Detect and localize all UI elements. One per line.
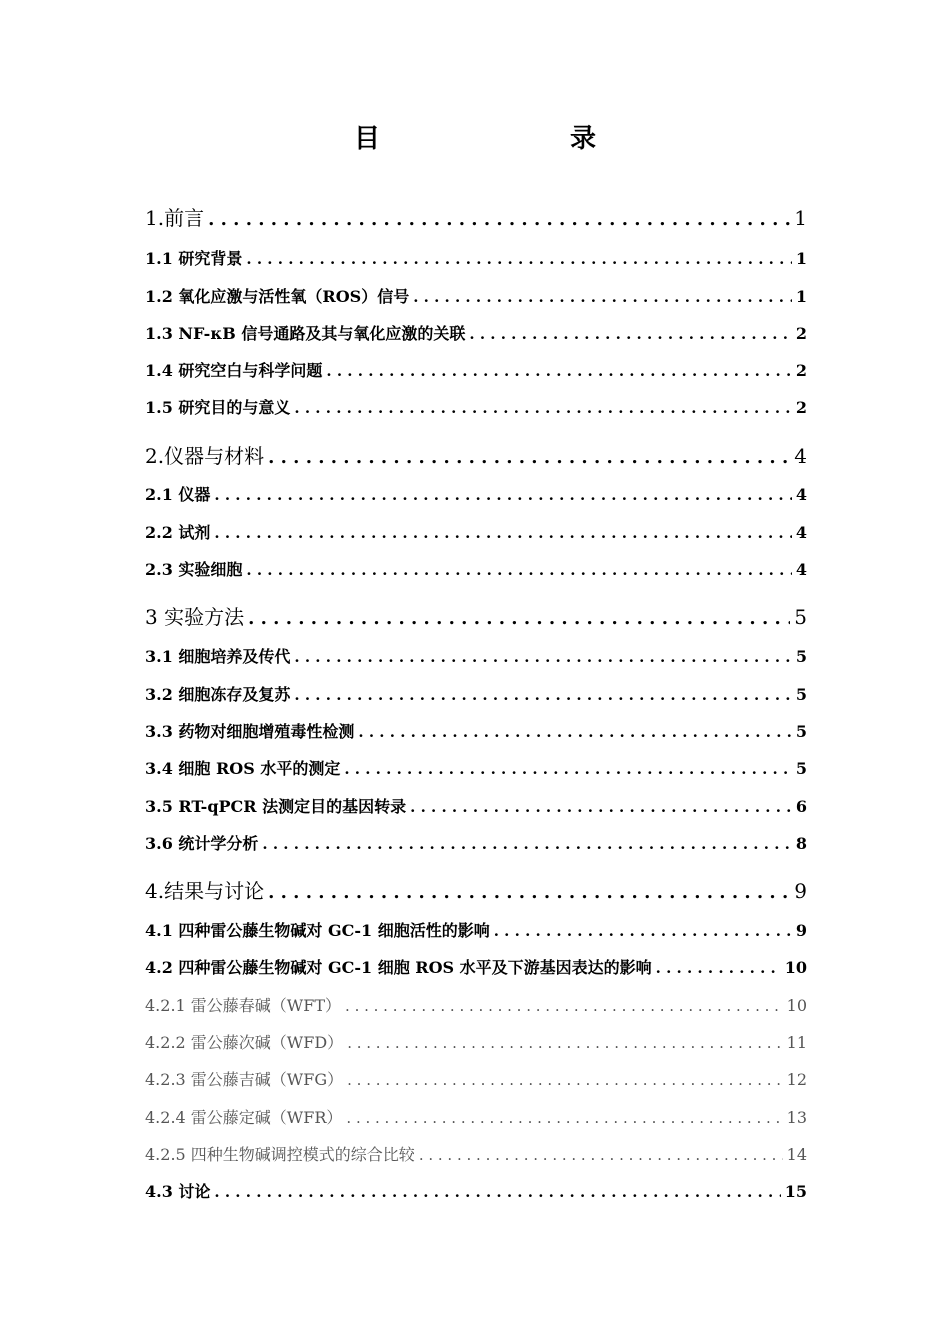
toc-entry-label: 3.3 药物对细胞增殖毒性检测	[145, 722, 355, 741]
toc-entry-label: 3.5 RT-qPCR 法测定目的基因转录	[145, 797, 407, 816]
toc-leader-dots	[346, 1109, 782, 1127]
toc-entry[interactable]	[145, 202, 807, 231]
toc-leader-dots	[656, 959, 781, 977]
toc-title: 目 录	[353, 124, 642, 154]
toc-entry-label: 4.1 四种雷公藤生物碱对 GC-1 细胞活性的影响	[145, 921, 490, 940]
toc-entry-page: 9	[794, 879, 807, 903]
toc-entry-label: 2.仪器与材料	[145, 444, 265, 468]
toc-entry-label: 1.1 研究背景	[145, 249, 243, 268]
toc-leader-dots	[347, 1071, 783, 1089]
toc-entry-page: 13	[786, 1108, 807, 1127]
toc-entry-page: 12	[786, 1070, 807, 1089]
toc-leader-dots	[214, 486, 791, 504]
toc-entry-label: 1.3 NF-κB 信号通路及其与氧化应激的关联	[145, 324, 466, 343]
toc-leader-dots	[268, 882, 790, 903]
toc-entry[interactable]	[145, 644, 807, 667]
toc-entry-label: 4.2 四种雷公藤生物碱对 GC-1 细胞 ROS 水平及下游基因表达的影响	[145, 958, 652, 977]
toc-entry[interactable]	[145, 1142, 807, 1165]
toc-entry-page: 11	[786, 1033, 807, 1052]
toc-leader-dots	[248, 608, 790, 629]
toc-entry[interactable]	[145, 831, 807, 854]
toc-leader-dots	[326, 362, 791, 380]
toc-entry-page: 5	[795, 647, 807, 666]
toc-entry[interactable]	[145, 1030, 807, 1053]
toc-entry-page: 10	[786, 996, 807, 1015]
toc-entry-label: 2.2 试剂	[145, 523, 211, 542]
toc-entry-label: 3.1 细胞培养及传代	[145, 647, 291, 666]
toc-leader-dots	[419, 1146, 783, 1164]
toc-entry-label: 4.2.5 四种生物碱调控模式的综合比较	[145, 1145, 415, 1164]
toc-leader-dots	[208, 209, 790, 230]
toc-entry-page: 4	[794, 444, 807, 468]
toc-entry-label: 1.5 研究目的与意义	[145, 398, 291, 417]
toc-entry[interactable]	[145, 321, 807, 344]
toc-leader-dots	[294, 648, 791, 666]
toc-entry-page: 2	[795, 324, 807, 343]
toc-entry[interactable]	[145, 875, 807, 904]
toc-entry-page: 4	[795, 560, 807, 579]
toc-entry-label: 4.2.4 雷公藤定碱（WFR）	[145, 1108, 343, 1127]
toc-leader-dots	[410, 798, 792, 816]
toc-entry[interactable]	[145, 1067, 807, 1090]
toc-entry[interactable]	[145, 601, 807, 630]
toc-leader-dots	[246, 250, 791, 268]
toc-entry-label: 4.2.3 雷公藤吉碱（WFG）	[145, 1070, 344, 1089]
toc-entry[interactable]	[145, 520, 807, 543]
toc-entry-label: 1.2 氧化应激与活性氧（ROS）信号	[145, 287, 410, 306]
toc-entry-page: 4	[795, 485, 807, 504]
toc-entry-label: 4.2.1 雷公藤春碱（WFT）	[145, 996, 342, 1015]
toc-entry[interactable]	[145, 482, 807, 505]
toc-entry[interactable]	[145, 395, 807, 418]
toc-entry-page: 1	[795, 287, 807, 306]
toc-entry-page: 10	[784, 958, 807, 977]
toc-entry[interactable]	[145, 1179, 807, 1202]
toc-entry-label: 2.3 实验细胞	[145, 560, 243, 579]
toc-entry-label: 4.3 讨论	[145, 1182, 211, 1201]
toc-entry-page: 1	[795, 249, 807, 268]
toc-entry-page: 5	[795, 685, 807, 704]
toc-entry-label: 3.4 细胞 ROS 水平的测定	[145, 759, 341, 778]
toc-entry-label: 4.2.2 雷公藤次碱（WFD）	[145, 1033, 344, 1052]
toc-leader-dots	[345, 997, 783, 1015]
toc-entry-page: 4	[795, 523, 807, 542]
toc-leader-dots	[469, 325, 791, 343]
toc-leader-dots	[347, 1034, 782, 1052]
toc-leader-dots	[294, 686, 791, 704]
toc-entry-page: 5	[794, 605, 807, 629]
toc-entry[interactable]	[145, 756, 807, 779]
toc-entry-page: 1	[794, 206, 807, 230]
toc-entry-label: 2.1 仪器	[145, 485, 211, 504]
toc-entry[interactable]	[145, 557, 807, 580]
toc-leader-dots	[262, 835, 791, 853]
toc-leader-dots	[214, 524, 791, 542]
toc-entry-label: 3.6 统计学分析	[145, 834, 259, 853]
toc-leader-dots	[246, 561, 791, 579]
toc-entry[interactable]	[145, 440, 807, 469]
toc-leader-dots	[494, 922, 792, 940]
toc-entry-page: 5	[795, 759, 807, 778]
toc-leader-dots	[344, 760, 792, 778]
toc-entry-page: 2	[795, 361, 807, 380]
toc-entry[interactable]	[145, 993, 807, 1016]
toc-entry[interactable]	[145, 794, 807, 817]
toc-leader-dots	[268, 447, 790, 468]
toc-entry[interactable]	[145, 682, 807, 705]
toc-entry-label: 1.4 研究空白与科学问题	[145, 361, 323, 380]
toc-leader-dots	[413, 288, 792, 306]
toc-entry[interactable]	[145, 918, 807, 941]
toc-entry-page: 15	[784, 1182, 807, 1201]
toc-leader-dots	[214, 1183, 780, 1201]
toc-leader-dots	[358, 723, 791, 741]
toc-entry-page: 5	[795, 722, 807, 741]
toc-entry-page: 9	[795, 921, 807, 940]
toc-entry-page: 6	[795, 797, 807, 816]
toc-entry[interactable]	[145, 358, 807, 381]
toc-entry[interactable]	[145, 246, 807, 269]
toc-entry-label: 4.结果与讨论	[145, 879, 265, 903]
toc-entry-label: 3 实验方法	[145, 605, 245, 629]
toc-entry-page: 8	[795, 834, 807, 853]
toc-entry-page: 2	[795, 398, 807, 417]
toc-entry[interactable]	[145, 1105, 807, 1128]
toc-entry[interactable]	[145, 284, 807, 307]
toc-entry[interactable]	[145, 955, 807, 978]
toc-leader-dots	[294, 399, 791, 417]
toc-entry-page: 14	[786, 1145, 807, 1164]
toc-entry-label: 1.前言	[145, 206, 205, 230]
toc-entry-label: 3.2 细胞冻存及复苏	[145, 685, 291, 704]
toc-entry[interactable]	[145, 719, 807, 742]
